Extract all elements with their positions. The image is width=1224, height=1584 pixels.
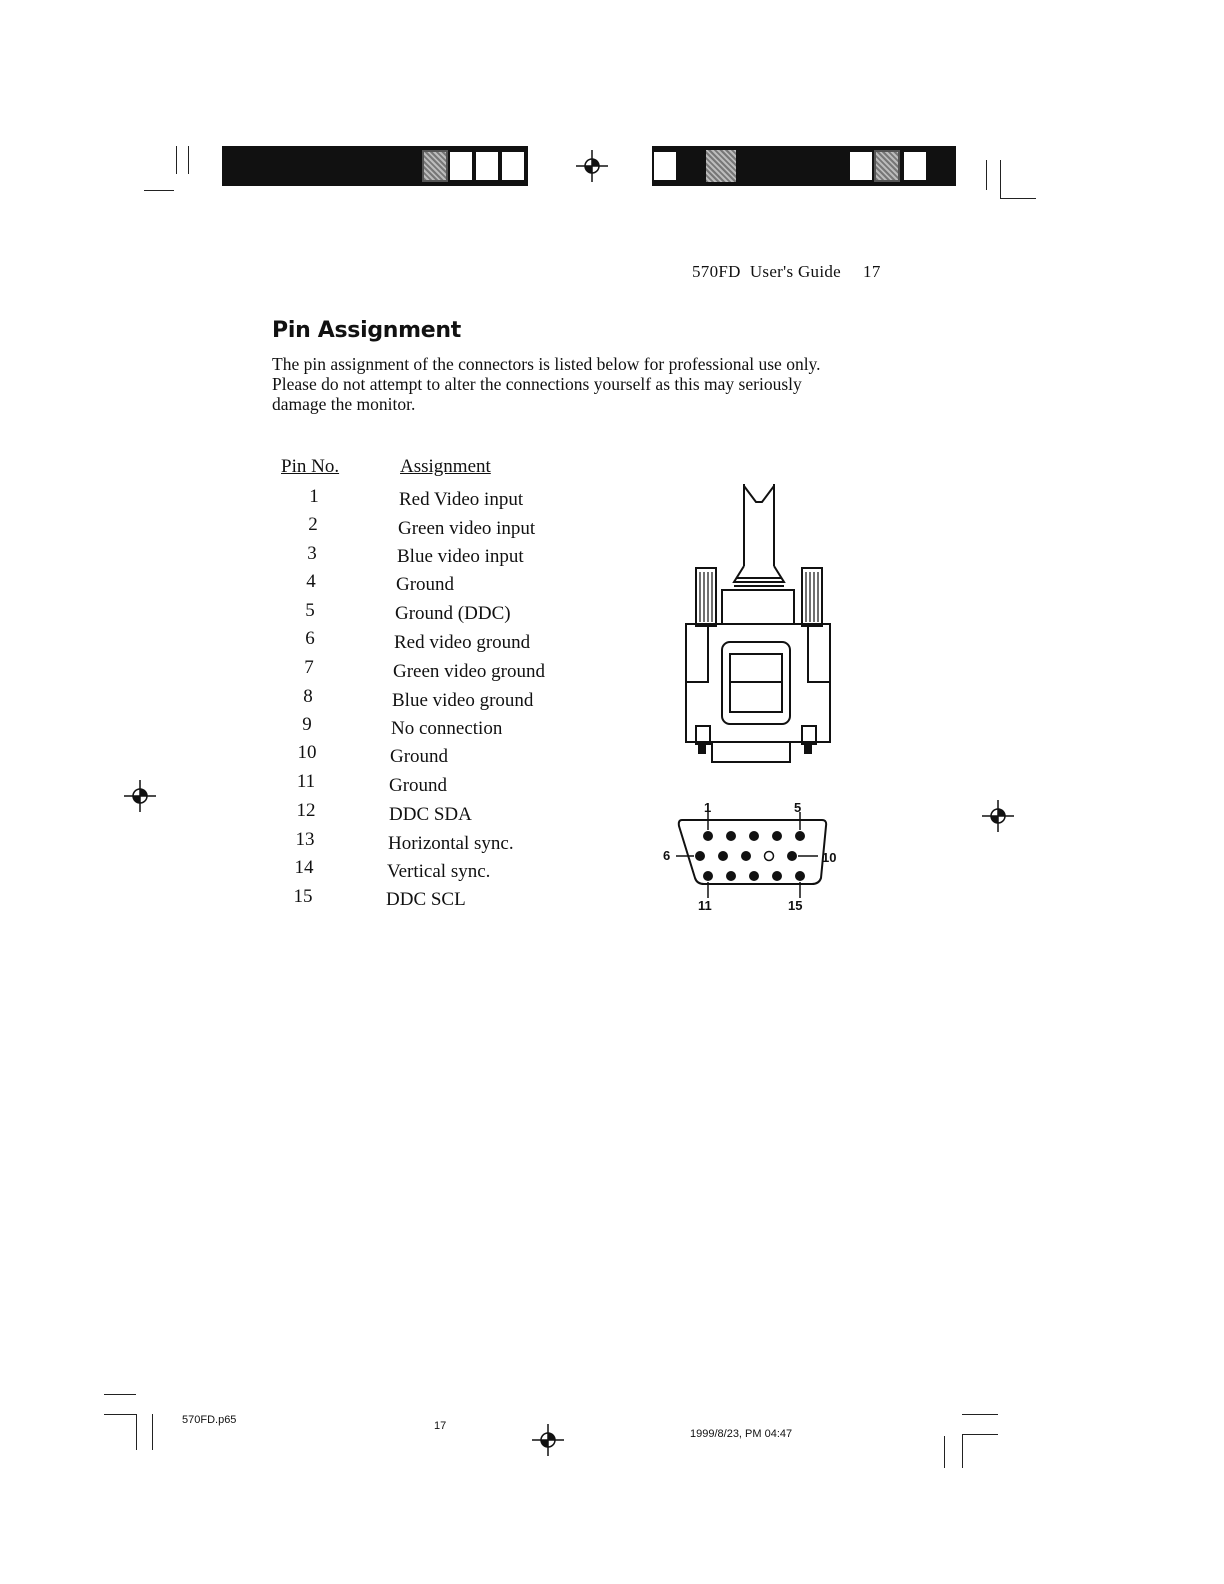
pin-assignment: No connection [391, 718, 503, 739]
crop-mark [986, 160, 987, 190]
crop-mark [136, 1414, 137, 1450]
pin-assignment: DDC SCL [386, 889, 466, 910]
crop-mark [944, 1436, 945, 1468]
pin-layout-diagram [662, 812, 852, 922]
footer-page-number: 17 [434, 1420, 447, 1432]
pin-number: 10 [297, 742, 317, 763]
pin-assignment: Red video ground [394, 632, 531, 653]
registration-mark-icon [124, 780, 156, 812]
pin-number: 5 [305, 600, 315, 621]
pin-number: 4 [306, 571, 316, 592]
pin-number: 2 [308, 514, 318, 535]
pin-number: 15 [293, 886, 313, 907]
pin-assignment: Ground [390, 746, 449, 767]
pin-number: 8 [303, 686, 313, 707]
pin-label-5: 5 [794, 800, 802, 815]
column-header-pin: Pin No. [281, 456, 340, 477]
pin-assignment: Blue video ground [392, 690, 534, 711]
pin-assignment: Ground [396, 574, 455, 595]
intro-line: The pin assignment of the connectors is listed below for professional use only. [272, 354, 821, 374]
pin-number: 13 [295, 829, 315, 850]
crop-mark [962, 1434, 998, 1435]
pin-assignment: DDC SDA [389, 804, 472, 825]
intro-paragraph [272, 354, 892, 414]
pin-assignment: Green video input [398, 518, 536, 539]
pin-assignment: Vertical sync. [387, 861, 491, 882]
crop-mark [104, 1394, 136, 1395]
intro-line: damage the monitor. [272, 394, 416, 414]
pin-number: 3 [307, 543, 317, 564]
pin-assignment: Ground (DDC) [395, 603, 511, 624]
pin-assignment: Red Video input [399, 489, 524, 510]
pin-number: 11 [296, 771, 316, 792]
pin-number: 12 [296, 800, 316, 821]
pin-number: 6 [305, 628, 315, 649]
running-head-page: 17 [863, 262, 881, 281]
pin-number: 7 [304, 657, 314, 678]
running-head-title: 570FD User's Guide [692, 262, 842, 281]
crop-mark [1000, 160, 1001, 198]
pin-assignment: Blue video input [397, 546, 524, 567]
registration-mark-icon [982, 800, 1014, 832]
footer-filename: 570FD.p65 [182, 1414, 237, 1426]
pin-label-15: 15 [788, 898, 803, 913]
crop-mark [188, 146, 189, 174]
pin-label-10: 10 [822, 850, 837, 865]
footer-timestamp: 1999/8/23, PM 04:47 [690, 1428, 793, 1440]
intro-line: Please do not attempt to alter the connections yourself as this may seriously [272, 374, 802, 394]
pin-label-6: 6 [663, 848, 671, 863]
registration-mark-icon [532, 1424, 564, 1456]
pin-assignment: Green video ground [393, 661, 545, 682]
vga-connector-illustration [678, 482, 838, 770]
registration-mark-icon [576, 150, 608, 182]
section-title: Pin Assignment [272, 318, 461, 343]
crop-mark [962, 1414, 998, 1415]
crop-mark [176, 146, 177, 174]
crop-mark [1000, 198, 1036, 199]
crop-mark [104, 1414, 136, 1415]
crop-mark [152, 1414, 153, 1450]
column-header-assignment: Assignment [400, 456, 491, 477]
crop-mark [962, 1434, 963, 1468]
pin-assignment: Horizontal sync. [388, 833, 514, 854]
pin-assignment: Ground [389, 775, 448, 796]
pin-number: 9 [302, 714, 312, 735]
pin-label-1: 1 [704, 800, 712, 815]
crop-mark [144, 190, 174, 191]
pin-number: 14 [294, 857, 314, 878]
pin-number: 1 [309, 486, 319, 507]
running-head [692, 262, 881, 282]
pin-label-11: 11 [698, 898, 712, 913]
